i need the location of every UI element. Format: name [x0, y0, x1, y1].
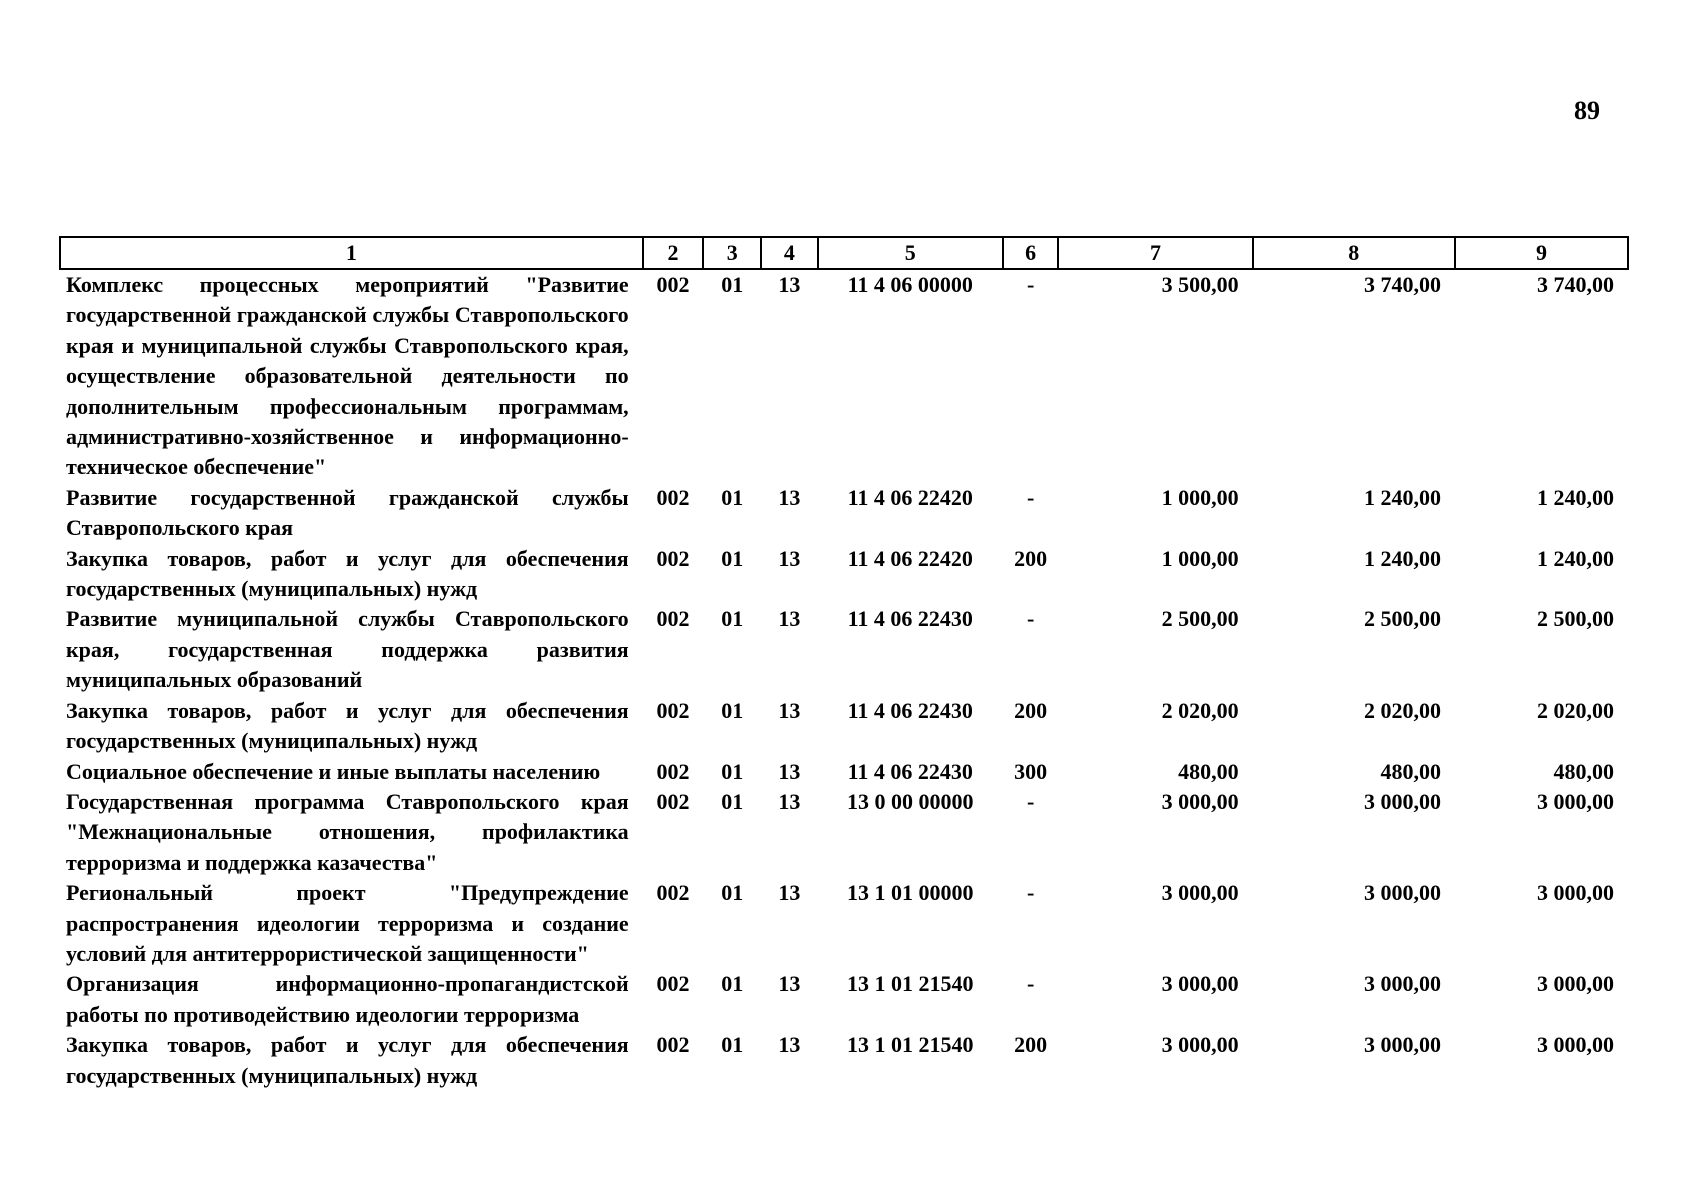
header-cell: 5 — [818, 237, 1003, 269]
page-number: 89 — [1574, 96, 1600, 125]
amount-col-9: 1 240,00 — [1537, 484, 1614, 510]
header-cell: 9 — [1455, 237, 1628, 269]
target-article-code: 11 4 06 22430 — [847, 758, 973, 784]
subsection-code: 13 — [778, 788, 801, 814]
expense-type-code: 300 — [1014, 758, 1048, 784]
expense-type-code: - — [1026, 880, 1035, 906]
amount-col-9: 3 740,00 — [1537, 272, 1614, 297]
admin-code: 002 — [656, 606, 690, 632]
amount-col-7: 2 500,00 — [1161, 606, 1239, 632]
section-code: 01 — [721, 1032, 744, 1058]
target-article-code: 11 4 06 22420 — [847, 484, 973, 510]
admin-code: 002 — [656, 1032, 690, 1058]
amount-col-8: 3 740,00 — [1363, 272, 1441, 297]
target-article-code: 11 4 06 22420 — [847, 545, 973, 571]
amount-col-7: 3 000,00 — [1161, 788, 1239, 814]
target-article-code: 11 4 06 00000 — [847, 272, 973, 297]
amount-col-9: 480,00 — [1553, 758, 1614, 784]
expense-type-code: 200 — [1014, 545, 1048, 571]
table-header — [60, 237, 1628, 269]
target-article-code: 13 0 00 00000 — [846, 788, 974, 814]
item-name: Закупка товаров, работ и услуг для обеспечения государственных (муниципальных) нужд — [66, 697, 629, 754]
table-row — [60, 878, 1628, 969]
amount-col-7: 2 020,00 — [1161, 697, 1239, 723]
amount-col-7: 3 000,00 — [1161, 880, 1239, 906]
table-row — [60, 269, 1628, 483]
header-cell: 4 — [761, 237, 818, 269]
expense-type-code: - — [1026, 971, 1035, 997]
amount-col-7: 3 500,00 — [1161, 272, 1239, 297]
amount-col-7: 1 000,00 — [1161, 484, 1239, 510]
admin-code: 002 — [656, 971, 690, 997]
amount-col-7: 3 000,00 — [1161, 1032, 1239, 1058]
amount-col-7: 3 000,00 — [1161, 971, 1239, 997]
amount-col-9: 2 500,00 — [1537, 606, 1614, 632]
section-code: 01 — [721, 971, 744, 997]
section-code: 01 — [721, 545, 744, 571]
expense-type-code: - — [1026, 272, 1035, 297]
amount-col-9: 3 000,00 — [1537, 971, 1614, 997]
item-name: Социальное обеспечение и иные выплаты населению — [66, 758, 601, 784]
amount-col-8: 1 240,00 — [1363, 484, 1441, 510]
header-cell: 2 — [643, 237, 704, 269]
header-cell: 1 — [60, 237, 643, 269]
item-name: Развитие муниципальной службы Ставропольского края, государственная поддержка развития муниципальных образований — [66, 606, 629, 693]
amount-col-8: 2 020,00 — [1363, 697, 1441, 723]
expense-type-code: - — [1026, 484, 1035, 510]
item-name: Организация информационно-пропагандистской работы по противодействию идеологии терроризма — [66, 971, 629, 1027]
amount-col-8: 2 500,00 — [1363, 606, 1441, 632]
table-row — [60, 483, 1628, 544]
subsection-code: 13 — [778, 758, 801, 784]
table-row — [60, 969, 1628, 1030]
table-row — [60, 1030, 1628, 1091]
section-code: 01 — [721, 272, 744, 297]
amount-col-9: 3 000,00 — [1537, 788, 1614, 814]
target-article-code: 13 1 01 00000 — [846, 880, 974, 906]
item-name: Развитие государственной гражданской службы Ставропольского края — [66, 484, 629, 541]
amount-col-9: 3 000,00 — [1537, 880, 1614, 906]
budget-table — [59, 236, 1629, 1091]
section-code: 01 — [721, 697, 744, 723]
section-code: 01 — [721, 484, 744, 510]
table-row — [60, 757, 1628, 787]
subsection-code: 13 — [778, 606, 801, 632]
target-article-code: 11 4 06 22430 — [847, 697, 973, 723]
amount-col-8: 1 240,00 — [1363, 545, 1441, 571]
section-code: 01 — [721, 606, 744, 632]
expense-type-code: - — [1026, 606, 1035, 632]
admin-code: 002 — [656, 272, 690, 297]
table-row — [60, 696, 1628, 757]
amount-col-8: 3 000,00 — [1363, 1032, 1441, 1058]
amount-col-8: 480,00 — [1380, 758, 1441, 784]
subsection-code: 13 — [778, 880, 801, 906]
header-cell: 7 — [1058, 237, 1252, 269]
header-row — [60, 237, 1628, 269]
expense-type-code: - — [1026, 788, 1035, 814]
subsection-code: 13 — [778, 545, 801, 571]
admin-code: 002 — [656, 758, 690, 784]
admin-code: 002 — [656, 880, 690, 906]
amount-col-8: 3 000,00 — [1363, 971, 1441, 997]
subsection-code: 13 — [778, 697, 801, 723]
subsection-code: 13 — [778, 484, 801, 510]
admin-code: 002 — [656, 484, 690, 510]
subsection-code: 13 — [778, 272, 801, 297]
amount-col-8: 3 000,00 — [1363, 880, 1441, 906]
item-name: Региональный проект "Предупреждение распространения идеологии терроризма и создание условий для антитеррористической защищенности" — [66, 880, 629, 966]
section-code: 01 — [721, 880, 744, 906]
expense-type-code: 200 — [1014, 1032, 1048, 1058]
table-row — [60, 604, 1628, 695]
table-row — [60, 544, 1628, 605]
amount-col-9: 1 240,00 — [1537, 545, 1614, 571]
amount-col-7: 1 000,00 — [1161, 545, 1239, 571]
table-body — [60, 269, 1628, 1091]
header-cell: 8 — [1253, 237, 1455, 269]
item-name: Государственная программа Ставропольского края "Межнациональные отношения, профилактика терроризма и поддержка казачества" — [66, 788, 629, 875]
amount-col-7: 480,00 — [1178, 758, 1239, 784]
amount-col-9: 3 000,00 — [1537, 1032, 1614, 1058]
target-article-code: 13 1 01 21540 — [846, 1032, 974, 1058]
item-name: Закупка товаров, работ и услуг для обеспечения государственных (муниципальных) нужд — [66, 545, 629, 602]
admin-code: 002 — [656, 788, 690, 814]
target-article-code: 11 4 06 22430 — [847, 606, 973, 632]
target-article-code: 13 1 01 21540 — [846, 971, 974, 997]
header-cell: 6 — [1003, 237, 1059, 269]
admin-code: 002 — [656, 545, 690, 571]
section-code: 01 — [721, 758, 744, 784]
item-name: Комплекс процессных мероприятий "Развитие государственной гражданской службы Ставропольского края и муниципальной службы Ставропольского края, осуществление образовательной деятельности по дополнительным профессиональным программам, административно-хозяйственное и информационно-техническое обеспечение" — [66, 272, 629, 480]
amount-col-9: 2 020,00 — [1537, 697, 1614, 723]
table-row — [60, 787, 1628, 878]
header-cell: 3 — [703, 237, 761, 269]
section-code: 01 — [721, 788, 744, 814]
admin-code: 002 — [656, 697, 690, 723]
expense-type-code: 200 — [1014, 697, 1048, 723]
subsection-code: 13 — [778, 1032, 801, 1058]
amount-col-8: 3 000,00 — [1363, 788, 1441, 814]
item-name: Закупка товаров, работ и услуг для обеспечения государственных (муниципальных) нужд — [66, 1032, 629, 1088]
subsection-code: 13 — [778, 971, 801, 997]
